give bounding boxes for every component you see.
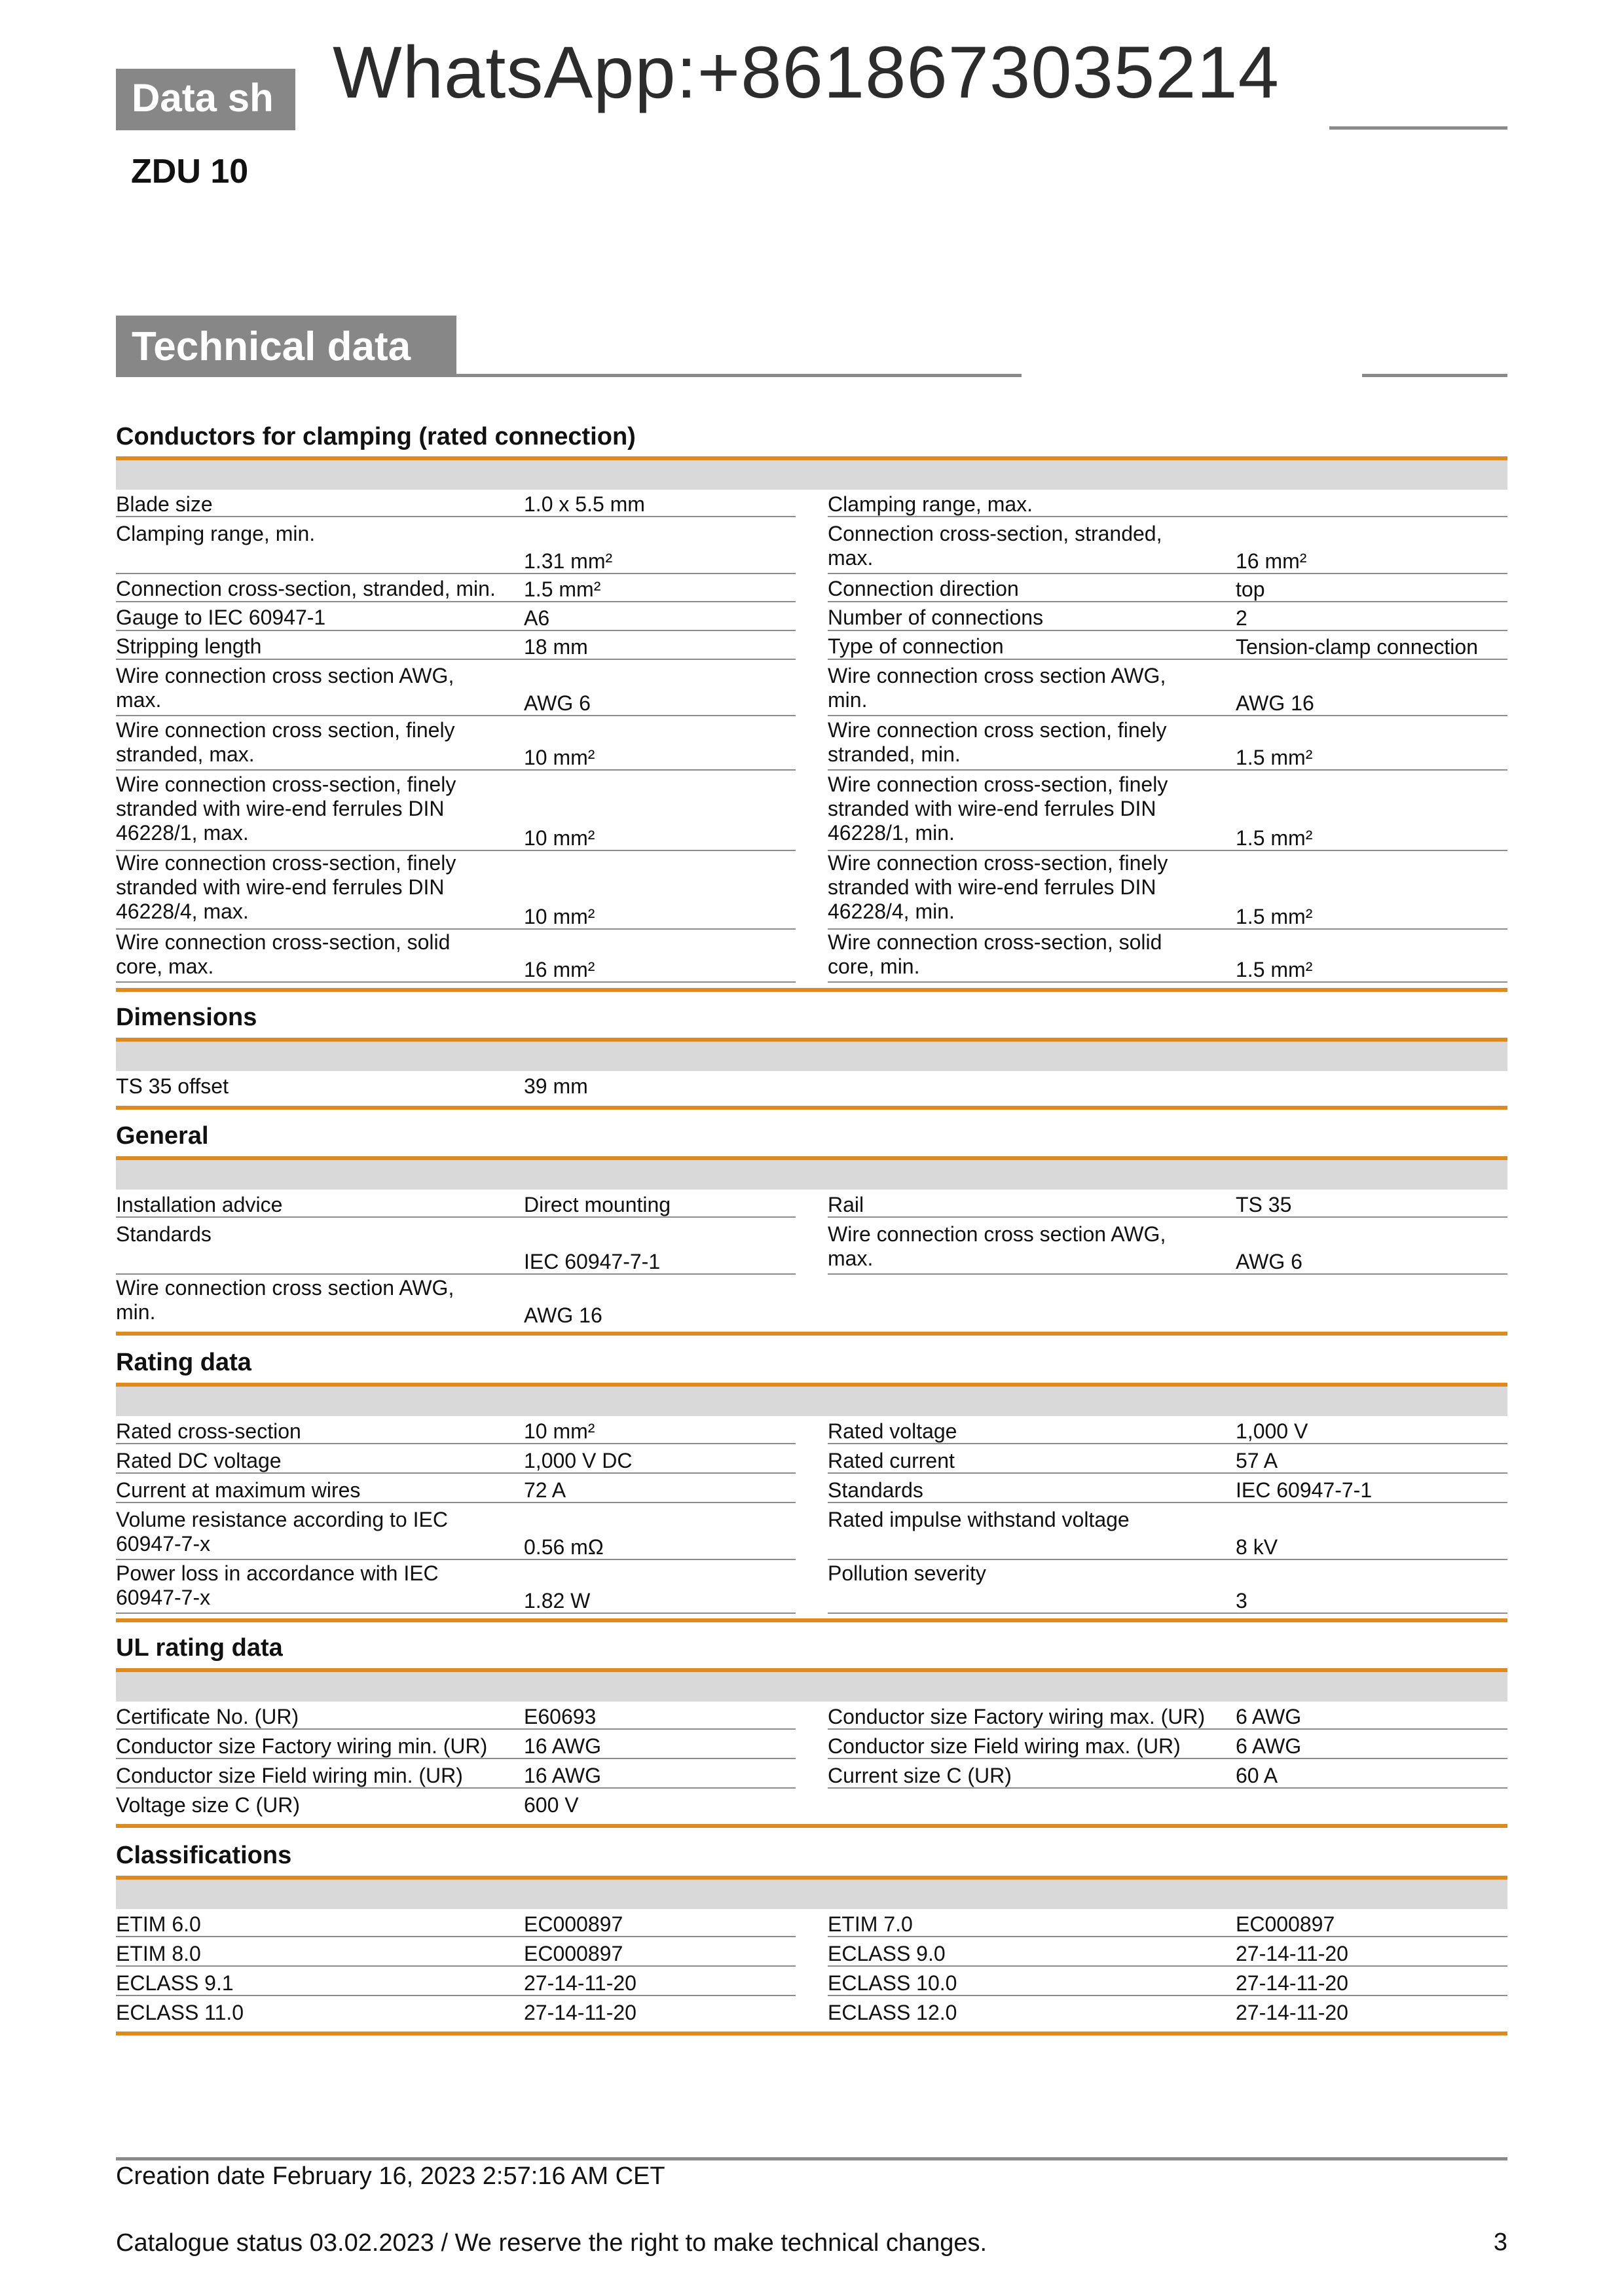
section-band-dimensions bbox=[116, 1042, 1507, 1071]
spec-label: Wire connection cross-section, finely stranded with wire-end ferrules DIN 46228/1, max. bbox=[116, 773, 456, 845]
spec-row bbox=[116, 1074, 796, 1098]
spec-label: Wire connection cross section, finely stranded, min. bbox=[828, 718, 1167, 766]
spec-value: 1.0 x 5.5 mm bbox=[524, 492, 645, 516]
technical-data-label: Technical data bbox=[132, 324, 411, 369]
spec-row bbox=[116, 634, 796, 660]
spec-row bbox=[828, 1449, 1507, 1474]
spec-row bbox=[116, 1478, 796, 1503]
spec-row bbox=[116, 1942, 796, 1967]
spec-label: Conductor size Factory wiring min. (UR) bbox=[116, 1734, 488, 1758]
spec-value: 27-14-11-20 bbox=[1236, 2001, 1348, 2024]
spec-label: ETIM 6.0 bbox=[116, 1912, 201, 1936]
spec-label: Volume resistance according to IEC 60947-7-x bbox=[116, 1508, 448, 1556]
spec-row bbox=[116, 773, 796, 851]
spec-label: ECLASS 10.0 bbox=[828, 1971, 957, 1995]
section-title-rating: Rating data bbox=[116, 1349, 251, 1376]
spec-label: Wire connection cross-section, finely stranded with wire-end ferrules DIN 46228/4, min. bbox=[828, 851, 1168, 923]
creation-date: Creation date February 16, 2023 2:57:16 AM CET bbox=[116, 2162, 665, 2190]
spec-label: Wire connection cross-section, solid core, min. bbox=[828, 930, 1162, 978]
spec-row bbox=[828, 606, 1507, 631]
spec-row bbox=[828, 1942, 1507, 1967]
spec-value: 1.5 mm² bbox=[1236, 746, 1313, 769]
section-end-rule-dimensions bbox=[116, 1106, 1507, 1110]
spec-row bbox=[828, 930, 1507, 983]
spec-value: 72 A bbox=[524, 1478, 566, 1502]
spec-label: Clamping range, max. bbox=[828, 492, 1033, 516]
watermark-text: WhatsApp:+8618673035214 bbox=[333, 31, 1280, 113]
spec-value: EC000897 bbox=[524, 1912, 623, 1936]
spec-row bbox=[828, 634, 1507, 660]
spec-value: Tension-clamp connection bbox=[1236, 635, 1478, 659]
spec-label: Rated DC voltage bbox=[116, 1449, 282, 1472]
spec-label: Rated voltage bbox=[828, 1419, 957, 1443]
spec-value: AWG 16 bbox=[524, 1303, 602, 1327]
datasheet-tab-label: Data sh bbox=[132, 76, 274, 120]
spec-value: 10 mm² bbox=[524, 746, 595, 769]
spec-value: TS 35 bbox=[1236, 1193, 1292, 1216]
spec-label: TS 35 offset bbox=[116, 1074, 229, 1098]
spec-value: 16 AWG bbox=[524, 1764, 601, 1787]
spec-label: Number of connections bbox=[828, 606, 1044, 629]
spec-label: ECLASS 12.0 bbox=[828, 2001, 957, 2024]
spec-label: Standards bbox=[116, 1222, 212, 1246]
spec-row bbox=[828, 1912, 1507, 1937]
spec-value: 3 bbox=[1236, 1589, 1247, 1613]
spec-label: Wire connection cross section AWG, max. bbox=[828, 1222, 1166, 1270]
footer-rule bbox=[116, 2157, 1507, 2160]
spec-label: Blade size bbox=[116, 492, 213, 516]
spec-row bbox=[828, 492, 1507, 517]
watermark-overlay bbox=[296, 0, 1329, 137]
spec-label: Current size C (UR) bbox=[828, 1764, 1012, 1787]
spec-label: Conductor size Field wiring max. (UR) bbox=[828, 1734, 1181, 1758]
spec-row bbox=[116, 718, 796, 771]
section-title-conductors: Conductors for clamping (rated connection) bbox=[116, 423, 636, 450]
spec-row bbox=[116, 1419, 796, 1444]
spec-row bbox=[116, 851, 796, 930]
spec-row bbox=[828, 577, 1507, 602]
spec-row bbox=[116, 577, 796, 602]
spec-label: Power loss in accordance with IEC 60947-7-x bbox=[116, 1561, 439, 1609]
spec-label: ECLASS 11.0 bbox=[116, 2001, 244, 2024]
spec-row bbox=[828, 1971, 1507, 1996]
spec-value: 600 V bbox=[524, 1793, 579, 1817]
spec-label: Connection cross-section, stranded, max. bbox=[828, 522, 1162, 570]
spec-row bbox=[828, 1508, 1507, 1560]
spec-value: 8 kV bbox=[1236, 1535, 1278, 1559]
spec-value: 1.5 mm² bbox=[1236, 958, 1313, 981]
catalogue-status: Catalogue status 03.02.2023 / We reserve the right to make technical changes. bbox=[116, 2229, 987, 2257]
spec-row bbox=[116, 1508, 796, 1560]
spec-row bbox=[828, 718, 1507, 771]
spec-row bbox=[116, 522, 796, 574]
section-band-conductors bbox=[116, 460, 1507, 490]
section-band-ul bbox=[116, 1672, 1507, 1702]
spec-value: 10 mm² bbox=[524, 1419, 595, 1443]
spec-row bbox=[828, 1561, 1507, 1614]
spec-row bbox=[116, 1793, 796, 1817]
spec-label: Wire connection cross-section, finely stranded with wire-end ferrules DIN 46228/4, max. bbox=[116, 851, 456, 923]
spec-row bbox=[828, 1419, 1507, 1444]
spec-value: 10 mm² bbox=[524, 826, 595, 850]
spec-value: IEC 60947-7-1 bbox=[1236, 1478, 1373, 1502]
section-end-rule-ul bbox=[116, 1824, 1507, 1828]
spec-row bbox=[828, 664, 1507, 716]
spec-label: Standards bbox=[828, 1478, 923, 1502]
spec-value: 27-14-11-20 bbox=[1236, 1971, 1348, 1995]
spec-value: 10 mm² bbox=[524, 905, 595, 928]
spec-label: Conductor size Factory wiring max. (UR) bbox=[828, 1705, 1206, 1728]
spec-label: Connection cross-section, stranded, min. bbox=[116, 577, 496, 600]
spec-value: 39 mm bbox=[524, 1074, 588, 1098]
spec-value: 60 A bbox=[1236, 1764, 1278, 1787]
spec-label: ETIM 7.0 bbox=[828, 1912, 913, 1936]
spec-label: Rail bbox=[828, 1193, 864, 1216]
spec-label: Installation advice bbox=[116, 1193, 283, 1216]
spec-value: 16 mm² bbox=[1236, 549, 1307, 573]
spec-row bbox=[116, 1971, 796, 1996]
spec-row bbox=[116, 1705, 796, 1730]
spec-label: Rated impulse withstand voltage bbox=[828, 1508, 1130, 1531]
section-end-rule-general bbox=[116, 1332, 1507, 1336]
spec-value: 0.56 mΩ bbox=[524, 1535, 604, 1559]
spec-row bbox=[828, 1478, 1507, 1503]
spec-value: EC000897 bbox=[524, 1942, 623, 1965]
spec-value: 27-14-11-20 bbox=[524, 2001, 637, 2024]
section-band-rating bbox=[116, 1387, 1507, 1416]
spec-value: IEC 60947-7-1 bbox=[524, 1250, 661, 1273]
spec-value: AWG 6 bbox=[524, 691, 591, 715]
section-title-general: General bbox=[116, 1122, 209, 1150]
spec-label: Wire connection cross section AWG, min. bbox=[116, 1276, 454, 1324]
spec-label: Voltage size C (UR) bbox=[116, 1793, 300, 1817]
spec-value: top bbox=[1236, 577, 1265, 601]
spec-label: ECLASS 9.0 bbox=[828, 1942, 946, 1965]
spec-row bbox=[828, 1734, 1507, 1759]
spec-label: ECLASS 9.1 bbox=[116, 1971, 234, 1995]
spec-label: Wire connection cross section AWG, max. bbox=[116, 664, 454, 712]
spec-label: ETIM 8.0 bbox=[116, 1942, 201, 1965]
section-title-ul: UL rating data bbox=[116, 1634, 283, 1662]
spec-row bbox=[828, 1705, 1507, 1730]
spec-value: 2 bbox=[1236, 606, 1247, 630]
spec-label: Rated cross-section bbox=[116, 1419, 301, 1443]
spec-value: 1,000 V bbox=[1236, 1419, 1308, 1443]
spec-value: 16 mm² bbox=[524, 958, 595, 981]
spec-row bbox=[116, 930, 796, 983]
spec-label: Gauge to IEC 60947-1 bbox=[116, 606, 326, 629]
spec-label: Current at maximum wires bbox=[116, 1478, 361, 1502]
spec-value: 1.82 W bbox=[524, 1589, 591, 1613]
spec-label: Wire connection cross-section, solid core, max. bbox=[116, 930, 451, 978]
spec-value: 27-14-11-20 bbox=[1236, 1942, 1348, 1965]
header-rule bbox=[1329, 126, 1507, 130]
technical-data-tab bbox=[116, 316, 456, 377]
spec-value: 27-14-11-20 bbox=[524, 1971, 637, 1995]
spec-row bbox=[828, 1193, 1507, 1218]
spec-row bbox=[116, 1764, 796, 1789]
spec-value: EC000897 bbox=[1236, 1912, 1335, 1936]
spec-value: Direct mounting bbox=[524, 1193, 671, 1216]
spec-row bbox=[116, 1193, 796, 1218]
spec-label: Connection direction bbox=[828, 577, 1019, 600]
product-title: ZDU 10 bbox=[131, 153, 249, 191]
spec-value: AWG 6 bbox=[1236, 1250, 1302, 1273]
spec-row bbox=[828, 851, 1507, 930]
spec-value: AWG 16 bbox=[1236, 691, 1314, 715]
spec-label: Pollution severity bbox=[828, 1561, 986, 1585]
spec-row bbox=[828, 1222, 1507, 1275]
spec-value: 6 AWG bbox=[1236, 1705, 1302, 1728]
spec-row bbox=[116, 1222, 796, 1275]
spec-row bbox=[828, 522, 1507, 574]
spec-row bbox=[116, 664, 796, 716]
spec-value: 1,000 V DC bbox=[524, 1449, 633, 1472]
spec-row bbox=[116, 1734, 796, 1759]
spec-row bbox=[828, 2001, 1507, 2024]
spec-value: A6 bbox=[524, 606, 550, 630]
spec-row bbox=[116, 1276, 796, 1327]
spec-row bbox=[116, 2001, 796, 2024]
spec-label: Type of connection bbox=[828, 634, 1004, 658]
spec-row bbox=[116, 492, 796, 517]
spec-label: Stripping length bbox=[116, 634, 262, 658]
spec-label: Wire connection cross section, finely stranded, max. bbox=[116, 718, 455, 766]
erased-patch bbox=[1022, 354, 1362, 452]
datasheet-tab bbox=[116, 69, 295, 130]
section-title-classifications: Classifications bbox=[116, 1842, 292, 1869]
spec-value: 16 AWG bbox=[524, 1734, 601, 1758]
section-band-classifications bbox=[116, 1880, 1507, 1909]
spec-value: E60693 bbox=[524, 1705, 597, 1728]
section-band-general bbox=[116, 1160, 1507, 1190]
spec-label: Wire connection cross section AWG, min. bbox=[828, 664, 1166, 712]
spec-row bbox=[828, 773, 1507, 851]
spec-label: Wire connection cross-section, finely stranded with wire-end ferrules DIN 46228/1, min. bbox=[828, 773, 1168, 845]
spec-value: 1.5 mm² bbox=[524, 577, 601, 601]
section-title-dimensions: Dimensions bbox=[116, 1004, 257, 1031]
spec-value: 1.5 mm² bbox=[1236, 826, 1313, 850]
spec-label: Certificate No. (UR) bbox=[116, 1705, 299, 1728]
spec-label: Conductor size Field wiring min. (UR) bbox=[116, 1764, 463, 1787]
spec-row bbox=[116, 1912, 796, 1937]
spec-label: Rated current bbox=[828, 1449, 955, 1472]
spec-value: 57 A bbox=[1236, 1449, 1278, 1472]
spec-row bbox=[828, 1764, 1507, 1789]
spec-label: Clamping range, min. bbox=[116, 522, 316, 545]
page-number: 3 bbox=[1493, 2229, 1507, 2256]
spec-value: 6 AWG bbox=[1236, 1734, 1302, 1758]
spec-value: 1.31 mm² bbox=[524, 549, 613, 573]
section-end-rule-rating bbox=[116, 1618, 1507, 1622]
spec-row bbox=[116, 1449, 796, 1474]
section-end-rule-conductors bbox=[116, 988, 1507, 992]
spec-row bbox=[116, 606, 796, 631]
spec-row bbox=[116, 1561, 796, 1614]
spec-value: 1.5 mm² bbox=[1236, 905, 1313, 928]
spec-value: 18 mm bbox=[524, 635, 588, 659]
section-end-rule-classifications bbox=[116, 2032, 1507, 2035]
